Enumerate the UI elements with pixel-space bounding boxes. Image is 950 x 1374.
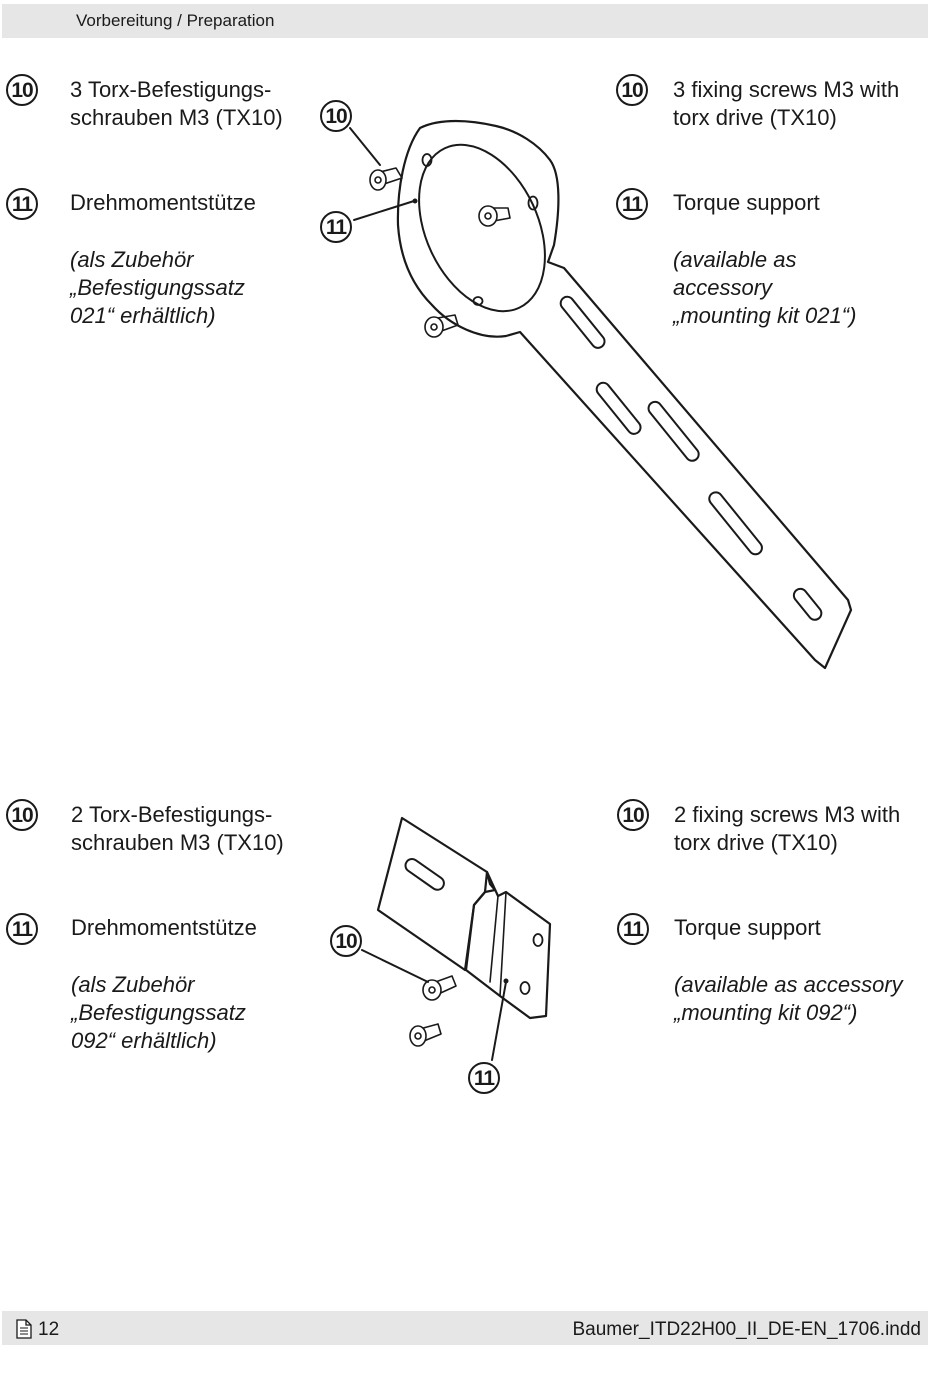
en-item-11-note-line2: „mounting kit 092“) bbox=[674, 1000, 858, 1025]
callout-badge-11: 11 bbox=[617, 913, 649, 945]
callout-badge-11: 11 bbox=[6, 913, 38, 945]
en-item-11-note-line2: accessory bbox=[673, 275, 773, 300]
callout-badge-10: 10 bbox=[6, 799, 38, 831]
en-item-11-note-line1: (available as accessory bbox=[674, 972, 903, 997]
de-item-11-note-line1: (als Zubehör bbox=[71, 972, 195, 997]
section-title: Vorbereitung / Preparation bbox=[76, 11, 275, 30]
file-name: Baumer_ITD22H00_II_DE-EN_1706.indd bbox=[572, 1319, 921, 1340]
de-item-11-note-line2: „Befestigungssatz bbox=[71, 1000, 246, 1025]
torque-support-092-drawing bbox=[362, 818, 550, 1060]
en-item-10-line1: 2 fixing screws M3 with bbox=[674, 802, 901, 827]
en-item-11-title: Torque support bbox=[674, 915, 821, 940]
de-item-10-line2: schrauben M3 (TX10) bbox=[71, 830, 284, 855]
document-icon bbox=[16, 1319, 32, 1339]
de-item-10-line1: 3 Torx-Befestigungs- bbox=[70, 77, 272, 102]
en-item-11-note-line1: (available as bbox=[673, 247, 797, 272]
callout-badge-11: 11 bbox=[616, 188, 648, 220]
drawing-callout-11: 11 bbox=[468, 1062, 500, 1094]
de-item-11-note-line3: 092“ erhältlich) bbox=[71, 1028, 217, 1053]
de-item-11-title: Drehmomentstütze bbox=[70, 190, 256, 215]
de-item-11-note-line1: (als Zubehör bbox=[70, 247, 194, 272]
callout-badge-10: 10 bbox=[616, 74, 648, 106]
torque-support-021-drawing bbox=[350, 121, 851, 668]
en-item-11-note-line3: „mounting kit 021“) bbox=[673, 303, 857, 328]
callout-badge-10: 10 bbox=[6, 74, 38, 106]
de-item-10-line1: 2 Torx-Befestigungs- bbox=[71, 802, 273, 827]
drawing-callout-10: 10 bbox=[330, 925, 362, 957]
de-item-10-line2: schrauben M3 (TX10) bbox=[70, 105, 283, 130]
drawing-callout-11: 11 bbox=[320, 211, 352, 243]
callout-badge-10: 10 bbox=[617, 799, 649, 831]
en-item-10-line1: 3 fixing screws M3 with bbox=[673, 77, 900, 102]
de-item-11-title: Drehmomentstütze bbox=[71, 915, 257, 940]
en-item-10-line2: torx drive (TX10) bbox=[673, 105, 837, 130]
de-item-11-note-line3: 021“ erhältlich) bbox=[70, 303, 216, 328]
page-number: 12 bbox=[38, 1319, 60, 1340]
de-item-11-note-line2: „Befestigungssatz bbox=[70, 275, 245, 300]
en-item-10-line2: torx drive (TX10) bbox=[674, 830, 838, 855]
callout-badge-11: 11 bbox=[6, 188, 38, 220]
en-item-11-title: Torque support bbox=[673, 190, 820, 215]
drawing-callout-10: 10 bbox=[320, 100, 352, 132]
